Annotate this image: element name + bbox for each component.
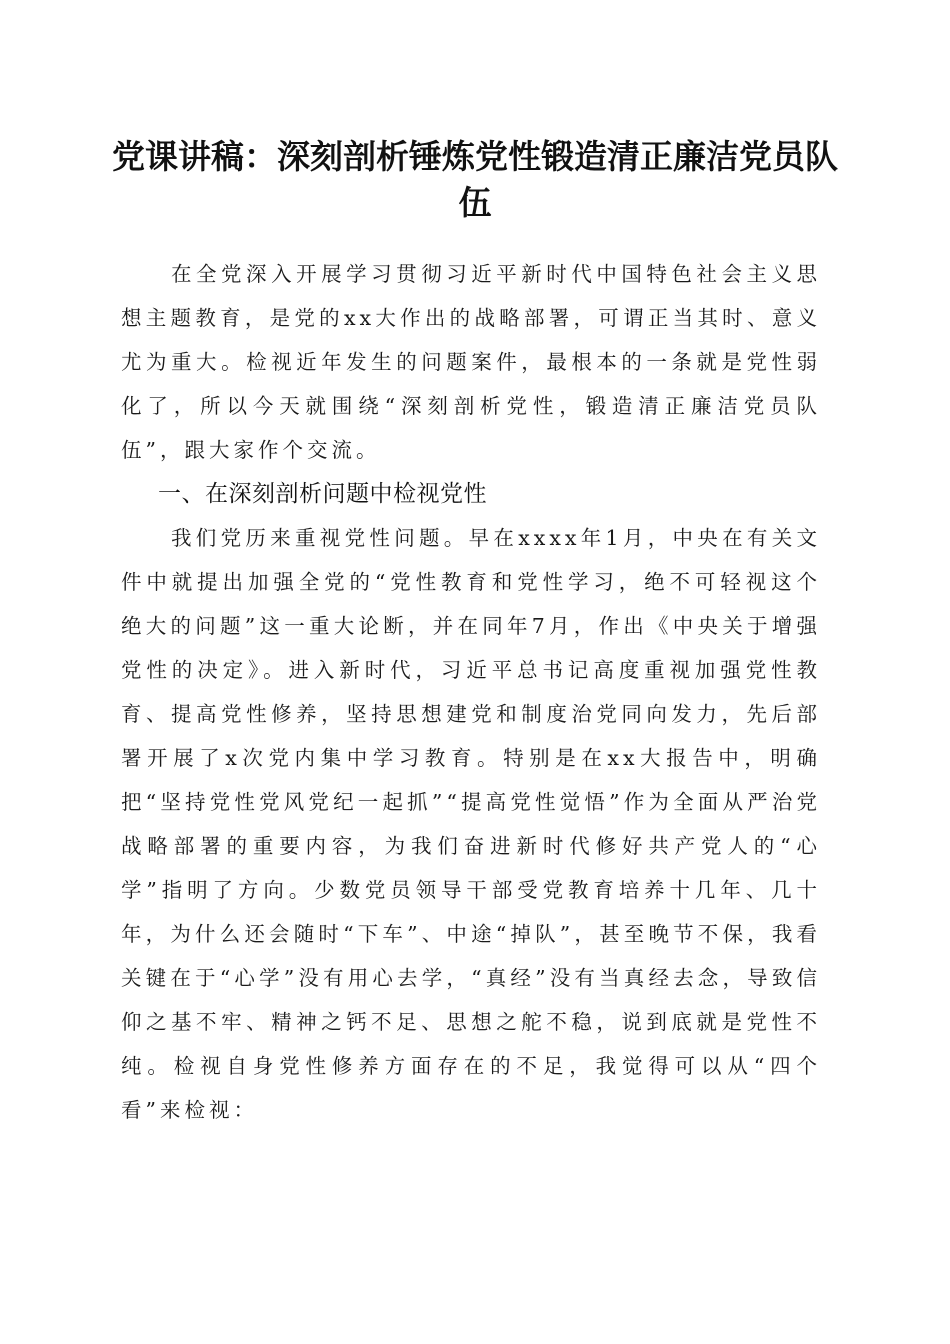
section-paragraph: 我们党历来重视党性问题。早在xxxx年1月，中央在有关文件中就提出加强全党的“党性教育和党性学习，绝不可轻视这个绝大的问题”这一重大论断，并在同年7月，作出《中央关于增强党性的决定》。进入新时代，习近平总书记高度重视加强党性教育、提高党性修养，坚持思想建党和制度治党同向发力，先后部署开展了x次党内集中学习教育。特别是在xx大报告中，明确把“坚持党性党风党纪一起抓”“提高党性觉悟”作为全面从严治党战略部署的重要内容，为我们奋进新时代修好共产党人的“心学”指明了方向。少数党员领导干部受党教育培养十几年、几十年，为什么还会随时“下车”、中途“掉队”，甚至晚节不保，我看关键在于“心学”没有用心去学，“真经”没有当真经去念，导致信仰之基不牢、精神之钙不足、思想之舵不稳，说到底就是党性不纯。检视自身党性修养方面存在的不足，我觉得可以从“四个看”来检视： bbox=[121, 526, 821, 1122]
document-body bbox=[121, 252, 821, 1132]
section-heading: 一、在深刻剖析问题中检视党性 bbox=[158, 481, 487, 507]
document-title: 党课讲稿：深刻剖析锤炼党性锻造清正廉洁党员队伍 bbox=[112, 137, 838, 222]
intro-paragraph: 在全党深入开展学习贯彻习近平新时代中国特色社会主义思想主题教育，是党的xx大作出的战略部署，可谓正当其时、意义尤为重大。检视近年发生的问题案件，最根本的一条就是党性弱化了，所以今天就围绕“深刻剖析党性，锻造清正廉洁党员队伍”，跟大家作个交流。 bbox=[121, 262, 821, 462]
